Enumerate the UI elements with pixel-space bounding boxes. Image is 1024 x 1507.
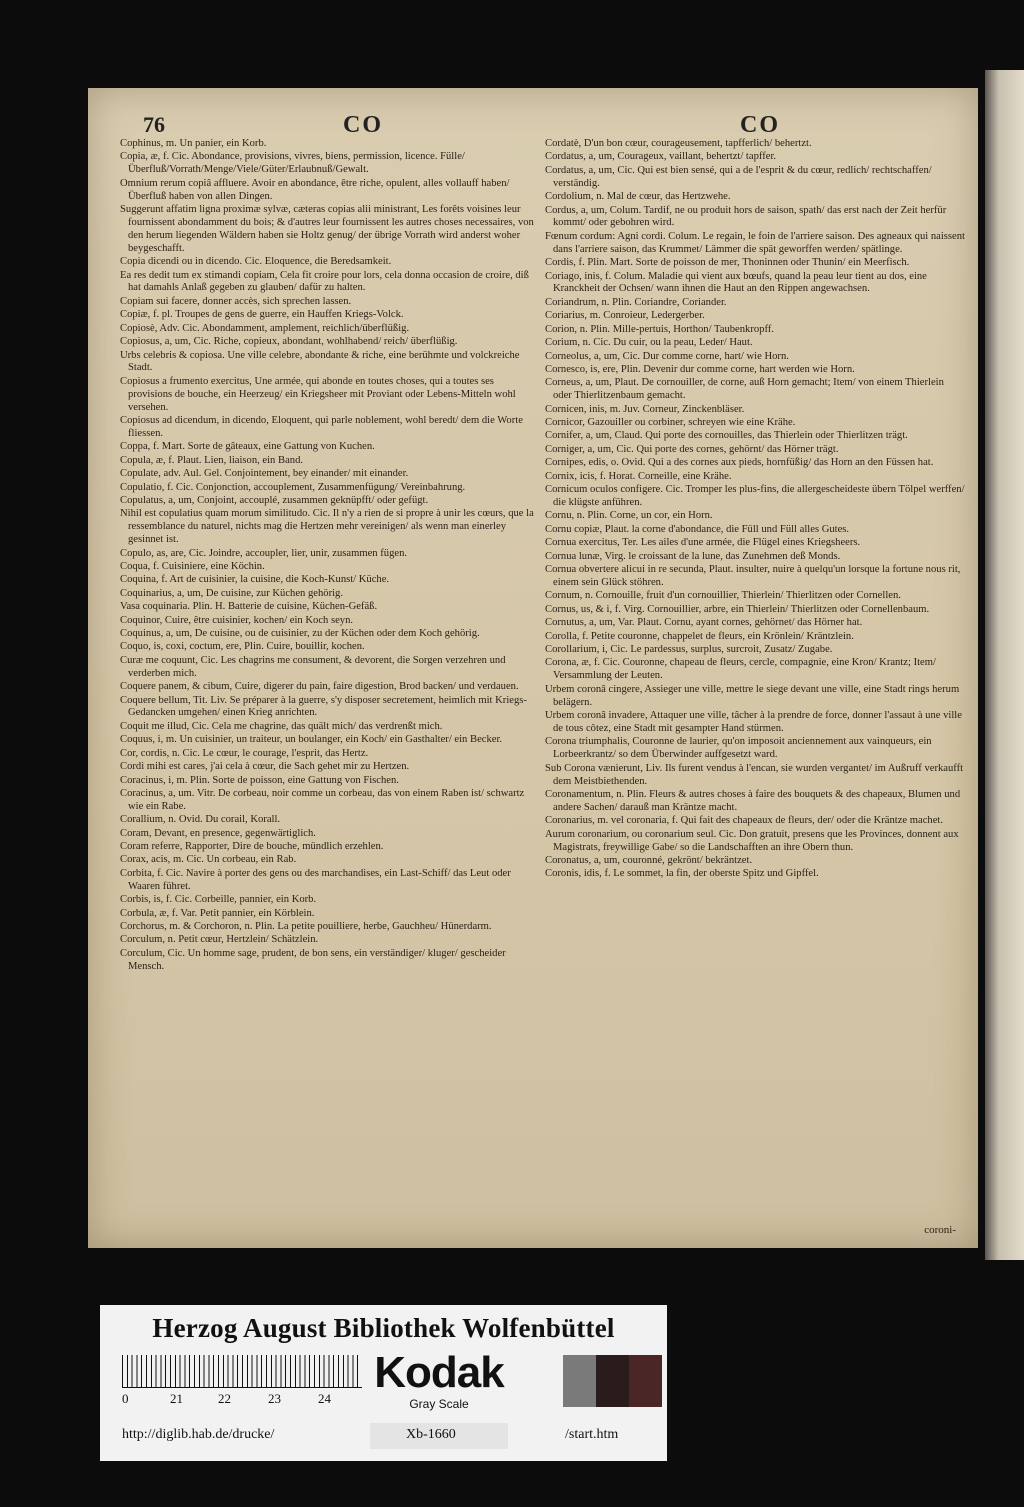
dictionary-entry: Cornum, n. Cornouille, fruit d'un cornouillier, Thierlein/ Thierlitzen oder Cornellen. [545,590,901,602]
dictionary-entry: Cornipes, edis, o. Ovid. Qui a des cornes aux pieds, hornfüßig/ das Horn an den Füssen hat. [545,457,934,469]
dictionary-entry: Coquere bellum, Tit. Liv. Se préparer à la guerre, s'y disposer secretement, heimlich mit Kriegs-Gedancken umgehen/ einen Krieg anrichten. [120,694,527,719]
dictionary-entry: Corniger, a, um, Cic. Qui porte des cornes, gehörnt/ das Hörner trägt. [545,443,839,455]
dictionary-entry: Coronarius, m. vel coronaria, f. Qui fait des chapeaux de fleurs, der/ oder die Kräntze machet. [545,815,943,827]
dictionary-entry: Fœnum cordum: Agni cordi. Colum. Le regain, le foin de l'arriere saison. Des agneaux qui naissent dans l'arriere saison, das Krummet/ Lämmer die spät geworffen werden/ spätlinge. [545,230,965,255]
dictionary-entry: Copiosus, a, um, Cic. Riche, copieux, abondant, wohlhabend/ reich/ überflüßig. [120,336,458,348]
dictionary-entry: Corium, n. Cic. Du cuir, ou la peau, Leder/ Haut. [545,337,753,349]
dictionary-entry: Cornu copiæ, Plaut. la corne d'abondance, die Füll und Füll alles Gutes. [545,523,850,535]
dictionary-entry: Corollarium, i, Cic. Le pardessus, surplus, surcroit, Zusatz/ Zugabe. [545,643,833,655]
dictionary-entry: Corbita, f. Cic. Navire à porter des gens ou des marchandises, ein Last-Schiff/ das Leut oder Waaren führet. [120,867,511,892]
ruler-labels [122,1391,362,1407]
page-number: 76 [143,112,165,137]
dictionary-entry: Coram referre, Rapporter, Dire de bouche, mündlich erzehlen. [120,841,384,853]
dictionary-entry: Corculum, n. Petit cœur, Hertzlein/ Schätzlein. [120,934,319,946]
dictionary-entry: Cordatus, a, um, Cic. Qui est bien sensé, qui a de l'esprit & du cœur, redlich/ rechtschaffen/ verständig. [545,164,932,189]
dictionary-entry: Urbs celebris & copiosa. Une ville celebre, abondante & riche, eine berühmte und volckreiche Stadt. [120,349,520,374]
dictionary-entry: Coppa, f. Mart. Sorte de gâteaux, eine Gattung von Kuchen. [120,441,375,453]
dictionary-entry: Cophinus, m. Un panier, ein Korb. [120,138,267,149]
dictionary-entry: Sub Corona vænierunt, Liv. Ils furent vendus à l'encan, sie wurden vergantet/ im Außruff verkaufft dem Meistbiethenden. [545,762,964,787]
dictionary-entry: Urbem coronâ cingere, Assieger une ville, mettre le siege devant une ville, eine Stadt rings herum belägern. [545,683,960,708]
dictionary-entry: Cordus, a, um, Colum. Tardif, ne ou produit hors de saison, spath/ das erst nach der Zeit herfür kommt/ oder gebohren wird. [545,204,947,229]
dictionary-entry: Nihil est copulatius quam morum similitudo. Cic. Il n'y a rien de si propre à unir les cœurs, que la ressemblance du naturel, nichts mag die Hertzen mehr vereinigen/ als wenn man einerley gesinnet ist. [120,508,534,546]
dictionary-entry: Coquus, i, m. Un cuisinier, un traiteur, un boulanger, ein Koch/ ein Gasthalter/ ein Becker. [120,734,503,746]
neighbor-page-edge [985,70,1024,1260]
dictionary-entry: Corion, n. Plin. Mille-pertuis, Horthon/ Taubenkropff. [545,323,774,335]
dictionary-entry: Copiosus ad dicendum, in dicendo, Eloquent, qui parle noblement, wohl beredt/ dem die Worte fliessen. [120,415,523,439]
dictionary-entry: Urbem coronâ invadere, Attaquer une ville, tâcher à la prendre de force, donner l'assaut à une ville de tous côtez, eine Stadt mit gesampter Hand stürmen. [545,709,962,734]
dictionary-entry: Coronatus, a, um, couronné, gekrönt/ bekräntzet. [545,854,753,866]
running-head-right: CO [740,112,780,138]
dictionary-entry: Corbula, æ, f. Var. Petit pannier, ein Körblein. [120,907,315,919]
dictionary-entry: Copiosus a frumento exercitus, Une armée, qui abonde en toutes choses, qui a toutes ses provisions de bouche, ein Heerzeug/ ein Kriegsheer mit Proviant oder Lebens-Mitteln wohl versehen. [120,375,516,413]
book-page [88,88,978,1248]
dictionary-entry: Copulo, as, are, Cic. Joindre, accoupler, lier, unir, zusammen fügen. [120,547,408,559]
dictionary-entry: Omnium rerum copiâ affluere. Avoir en abondance, être riche, opulent, alles vollauff haben/ Überfluß haben von allen Dingen. [120,177,510,202]
left-column [120,138,540,974]
dictionary-entry: Coquit me illud, Cic. Cela me chagrine, das quält mich/ das verdrenßt mich. [120,720,443,732]
dictionary-entry: Coronis, idis, f. Le sommet, la fin, der oberste Spitz und Gipffel. [545,868,819,880]
dictionary-entry: Copulate, adv. Aul. Gel. Conjointement, bey einander/ mit einander. [120,468,409,480]
dictionary-entry: Copulatus, a, um, Conjoint, accouplé, zusammen geknüpfft/ oder gefügt. [120,494,429,506]
url-right: /start.htm [565,1427,619,1442]
dictionary-entry: Coquo, is, coxi, coctum, ere, Plin. Cuire, bouillir, kochen. [120,641,365,653]
dictionary-entry: Suggerunt affatim ligna proximæ sylvæ, cæteras copias alii ministrant, Les forêts voisines leur fournissent abondamment du bois; & d'autres leur fournissent les autres choses necessaires, von den herum liegenden Wäldern haben sie Holtz genug/ der übrige Vorrath wird anderst woher beygeschafft. [120,204,534,254]
gray-scale-label: Gray Scale [409,1397,469,1411]
dictionary-entry: Cornicor, Gazouiller ou corbiner, schreyen wie eine Krähe. [545,417,796,429]
dictionary-entry: Cornutus, a, um, Var. Plaut. Cornu, ayant cornes, gehörnet/ das Hörner hat. [545,617,863,629]
dictionary-entry: Cornus, us, & i, f. Virg. Cornouillier, arbre, ein Thierlein/ Thierlitzen oder Cornellenbaum. [545,603,930,615]
ruler-scale [122,1355,362,1388]
ruler-label: 22 [218,1391,231,1406]
dictionary-entry: Corchorus, m. & Corchoron, n. Plin. La petite pouilliere, herbe, Gauchheu/ Hünerdarm. [120,920,492,932]
dictionary-entry: Coronamentum, n. Plin. Fleurs & autres choses à faire des bouquets & des chapeaux, Blumen und andere Sachen/ darauß man Kräntze macht. [545,788,961,813]
catchword: coroni- [924,1224,956,1236]
dictionary-entry: Corneus, a, um, Plaut. De cornouiller, de corne, auß Horn gemacht; Item/ von einem Thierlein oder Thierlitzenbaum gemacht. [545,377,944,402]
dictionary-entry: Ea res dedit tum ex stimandi copiam, Cela fit croire pour lors, cela donna occasion de croire, diß hat damahls Anlaß gegeben zu glauben/ dafür zu halten. [120,269,529,294]
dictionary-entry: Copia, æ, f. Cic. Abondance, provisions, vivres, biens, permission, licence. Fülle/Überfluß/Vorrath/Menge/Viele/Güter/Erlaubnuß/Gewalt. [120,151,465,176]
target-footer [100,1423,667,1449]
dictionary-entry: Aurum coronarium, ou coronarium seul. Cic. Don gratuit, presens que les Provinces, donnent aux Magistrats, freywillige Gabe/ so die Landschafften an ihre Obern thun. [545,828,959,853]
dictionary-entry: Corallium, n. Ovid. Du corail, Korall. [120,814,281,826]
dictionary-entry: Coracinus, i, m. Plin. Sorte de poisson, eine Gattung von Fischen. [120,774,399,786]
dictionary-entry: Cornifer, a, um, Claud. Qui porte des cornouilles, das Thierlein oder Thierlitzen trägt. [545,430,908,442]
dictionary-entry: Copula, æ, f. Plaut. Lien, liaison, ein Band. [120,454,304,466]
dictionary-entry: Coquinus, a, um, De cuisine, ou de cuisinier, zu der Küchen oder dem Koch gehörig. [120,628,480,640]
dictionary-entry: Copia dicendi ou in dicendo. Cic. Eloquence, die Beredsamkeit. [120,256,392,268]
ruler-label: 24 [318,1391,331,1406]
dictionary-entry: Copiosè, Adv. Cic. Abondamment, amplement, reichlich/überflüßig. [120,322,410,334]
kodak-logo: Kodak [374,1348,504,1397]
dictionary-entry: Vasa coquinaria. Plin. H. Batterie de cuisine, Küchen-Gefäß. [120,601,378,613]
dictionary-entry: Cordolium, n. Mal de cœur, das Hertzwehe. [545,191,731,203]
dictionary-entry: Cornu, n. Plin. Corne, un cor, ein Horn. [545,510,713,522]
running-head-left: CO [343,112,383,138]
dictionary-entry: Copiæ, f. pl. Troupes de gens de guerre, ein Hauffen Kriegs-Volck. [120,309,404,321]
scan-target-card [100,1305,667,1461]
dictionary-entry: Cornesco, is, ere, Plin. Devenir dur comme corne, hart werden wie Horn. [545,363,855,375]
dictionary-entry: Coriago, inis, f. Colum. Maladie qui vient aux bœufs, quand la peau leur tient au dos, eine Kranckheit der Ochsen/ wann ihnen die Haut an den Rippen angewachsen. [545,270,927,295]
dictionary-entry: Coram, Devant, en presence, gegenwärtiglich. [120,827,316,839]
dictionary-entry: Coquere panem, & cibum, Cuire, digerer du pain, faire digestion, Brod backen/ und verdauen. [120,681,519,693]
dictionary-entry: Cornua exercitus, Ter. Les ailes d'une armée, die Flügel eines Kriegsheers. [545,537,861,549]
dictionary-entry: Coriarius, m. Conroieur, Ledergerber. [545,310,705,322]
dictionary-entry: Corolla, f. Petite couronne, chappelet de fleurs, ein Krönlein/ Kräntzlein. [545,630,854,642]
shelfmark: Xb-1660 [406,1427,456,1442]
dictionary-entry: Corbis, is, f. Cic. Corbeille, pannier, ein Korb. [120,894,317,906]
dark-swatch [596,1355,629,1407]
dictionary-entry: Corona triumphalis, Couronne de laurier, qu'on imposoit anciennement aux vainqueurs, ein Lorbeerkrantz/ so dem Überwinder auffgesetzt ward. [545,736,932,761]
dictionary-entry: Cordatus, a, um, Courageux, vaillant, behertzt/ tapffer. [545,151,777,163]
dictionary-entry: Corculum, Cic. Un homme sage, prudent, de bon sens, ein verständiger/ kluger/ gescheider Mensch. [120,947,506,972]
dictionary-entry: Cornicen, inis, m. Juv. Corneur, Zinckenbläser. [545,403,745,415]
dictionary-entry: Corax, acis, m. Cic. Un corbeau, ein Rab. [120,854,297,866]
library-name: Herzog August Bibliothek Wolfenbüttel [152,1313,615,1343]
brown-swatch [629,1355,662,1407]
dictionary-entry: Cornua obvertere alicui in re secunda, Plaut. insulter, nuire à quelqu'un lorsque la fortune nous rit, einem sein Glück stöhren. [545,564,961,588]
dictionary-entry: Curæ me coquunt, Cic. Les chagrins me consument, & devorent, die Sorgen verzehren und verderben mich. [120,654,506,679]
ruler-label: 23 [268,1391,281,1406]
url-left: http://diglib.hab.de/drucke/ [122,1427,275,1442]
dictionary-entry: Coqua, f. Cuisiniere, eine Köchin. [120,561,265,572]
dictionary-entry: Cordis, f. Plin. Mart. Sorte de poisson de mer, Thoninnen oder Thunin/ ein Meerfisch. [545,257,910,269]
dictionary-entry: Coquinor, Cuire, être cuisinier, kochen/ ein Koch seyn. [120,614,354,626]
dictionary-entry: Coracinus, a, um. Vitr. De corbeau, noir comme un corbeau, das von einem Raben ist/ schwartz wie ein Rabe. [120,787,525,812]
dictionary-entry: Cordi mihi est cares, j'ai cela à cœur, die Sach gehet mir zu Hertzen. [120,761,410,773]
dictionary-entry: Copiam sui facere, donner accès, sich sprechen lassen. [120,295,352,307]
dictionary-entry: Cordatè, D'un bon cœur, courageusement, tapfferlich/ behertzt. [545,138,812,149]
ruler-label: 0 [122,1391,129,1406]
right-column [545,138,965,882]
ruler-label: 21 [170,1391,183,1406]
dictionary-entry: Cor, cordis, n. Cic. Le cœur, le courage, l'esprit, das Hertz. [120,747,369,759]
gray-swatch [563,1355,596,1407]
dictionary-entry: Cornicum oculos configere. Cic. Tromper les plus-fins, die allergescheideste übern Tölpel werffen/ die klügste anführen. [545,484,965,508]
dictionary-entry: Cornix, icis, f. Horat. Corneille, eine Krähe. [545,470,732,482]
dictionary-entry: Coquinarius, a, um, De cuisine, zur Küchen gehörig. [120,587,344,599]
dictionary-entry: Coquina, f. Art de cuisinier, la cuisine, die Koch-Kunst/ Küche. [120,574,390,586]
dictionary-entry: Corneolus, a, um, Cic. Dur comme corne, hart/ wie Horn. [545,350,789,362]
dictionary-entry: Cornua lunæ, Virg. le croissant de la lune, das Zunehmen deß Monds. [545,550,841,562]
dictionary-entry: Copulatio, f. Cic. Conjonction, accouplement, Zusammenfügung/ Vereinbahrung. [120,481,466,493]
dictionary-entry: Corona, æ, f. Cic. Couronne, chapeau de fleurs, cercle, compagnie, eine Kron/ Krantz; Item/ Versammlung der Leuten. [545,657,936,682]
dictionary-entry: Coriandrum, n. Plin. Coriandre, Coriander. [545,296,727,308]
